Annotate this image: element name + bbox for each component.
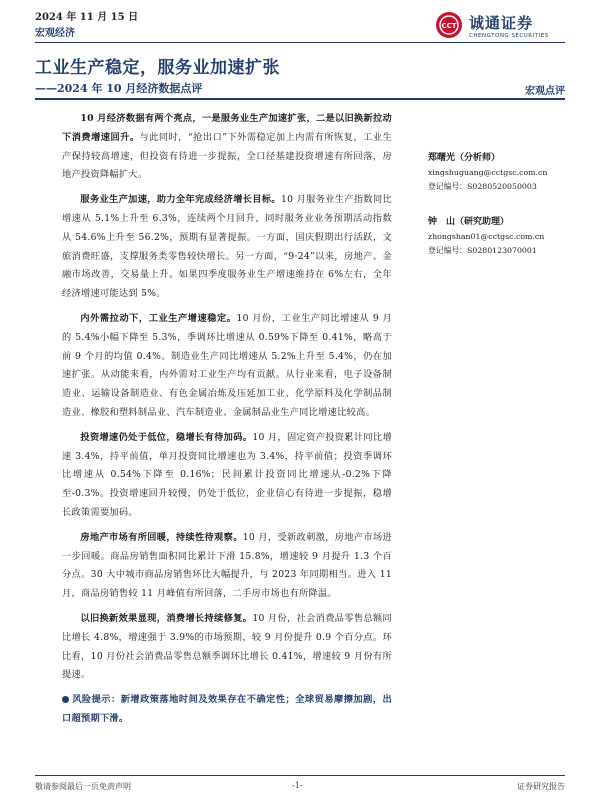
analyst-email: zhongshan01@cctgsc.com.cn [428,232,545,241]
report-title: 工业生产稳定，服务业加速扩张 [35,58,280,78]
paragraph-body: 10 月，受新政刺激，房地产市场进一步回暖。商品房销售面积同比累计下滑 15.8%，增速较 9 月提升 1.3 个百分点。30 大中城市商品房销售环比大幅提升，与 2023 年同期相当。进入 11 月，商品房销售较 11 月峰值有所回落，二手房市场也有所降温。 [62,531,392,600]
paragraph [62,529,392,604]
analyst-cert: 登记编号：S0280520050003 [428,182,537,191]
logo-mark-icon [435,11,463,39]
header-divider [35,42,565,43]
analyst-panel [428,150,578,278]
paragraph-body: 10 月服务业生产指数同比增速从 5.1%上升至 6.3%，连续两个月回升，同时服务业业务预期活动指数从 54.6%上升至 56.2%，预期有显著提振。一方面，国庆假期出行活跃，文旅消费旺盛，支撑服务类零售较快增长。另一方面，“9·24”以来，房地产、金融市场改善，交易量上升。如果四季度服务业生产增速维持在 6%左右，全年经济增速可能达到 5%。 [62,194,392,300]
analyst-card [428,150,578,194]
report-body [62,110,392,735]
logo-mark-text: CCT [441,22,457,30]
paragraph-body: 10 月份，社会消费品零售总额同比增长 4.8%，增速强于 3.9%的市场预期，较 9 月份提升 0.9 个百分点。环比看，10 月份社会消费品零售总额季调环比增长 0.41%，增速较 9 月份有所提速。 [62,612,392,681]
analyst-name: 钟 山（研究助理） [428,217,510,227]
report-type-tag: 宏观点评 [525,86,565,97]
analyst-card [428,214,578,258]
analyst-email: xingshuguang@cctgsc.com.cn [428,168,548,177]
paragraph-lead: 以旧换新效果显现，消费增长持续修复。 [80,612,253,624]
paragraph [62,429,392,523]
risk-text: 风险提示：新增政策落地时间及效果存在不确定性；全球贸易摩擦加剧，出口超预期下滑。 [62,694,392,724]
report-subtitle: ——2024 年 10 月经济数据点评 [35,82,203,95]
paragraph-lead: 10 月经济数据有两个亮点，一是服务业生产加速扩张，二是以旧换新拉动下消费增速回升。 [62,113,392,143]
paragraph-lead: 服务业生产加速，助力全年完成经济增长目标。 [80,194,281,206]
paragraph-lead: 房地产市场有所回暖，持续性待观察。 [80,531,243,543]
footer-label: 证券研究报告 [517,782,565,791]
report-date: 2024 年 11 月 15 日 [35,12,139,23]
logo-name-en: CHENGTONG SECURITIES [469,32,549,39]
paragraph [62,610,392,685]
paragraph [62,191,392,304]
company-logo [435,8,565,42]
report-category: 宏观经济 [35,28,75,39]
paragraph-body: 10 月，固定资产投资累计同比增速 3.4%，持平前值，单月投资同比增速也为 3.4%，持平前值；投资季调环比增速从 0.54%下降至 0.16%；民间累计投资同比增速从-0.2%下降至-0.3%。投资增速回升较慢，仍处于低位，企业信心有待进一步提振，稳增长政策需要加码。 [62,431,392,518]
title-divider [35,98,565,100]
paragraph-body: 10 月份，工业生产同比增速从 9 月的 5.4%小幅下降至 5.3%，季调环比增速从 0.59%下降至 0.41%，略高于前 9 个月的均值 0.4%。制造业生产同比增速从 5.2%上升至 5.4%，仍在加速扩张。从动能来看，内外需对工业生产均有贡献。从行业来看，电子设备制造业、运输设备制造业、有色金属冶炼及压延加工业、化学原料及化学制品制造业、橡胶和塑料制品业、汽车制造业、金属制品业生产同比增速比较高。 [62,312,392,418]
paragraph [62,310,392,423]
analyst-cert: 登记编号：S0280123070001 [428,246,537,255]
footer-divider [35,775,565,776]
paragraph-lead: 投资增速仍处于低位，稳增长有待加码。 [80,431,253,443]
analyst-name: 郑曙光（分析师） [428,153,501,163]
page-number: -1- [292,781,303,790]
paragraph [62,110,392,185]
paragraph-body: 与此同时，“抢出口”下外需稳定加上内需有所恢复，工业生产保持较高增速，但投资有待进一步提振，全口径基建投资增速有所回落，房地产投资降幅扩大。 [62,131,392,181]
paragraph-lead: 内外需拉动下，工业生产增速稳定。 [80,312,237,324]
disclaimer-note: 敬请参阅最后一页免责声明 [35,782,131,791]
bullet-icon [62,696,69,703]
risk-warning [62,691,392,729]
logo-name-cn: 诚通证券 [469,13,534,32]
